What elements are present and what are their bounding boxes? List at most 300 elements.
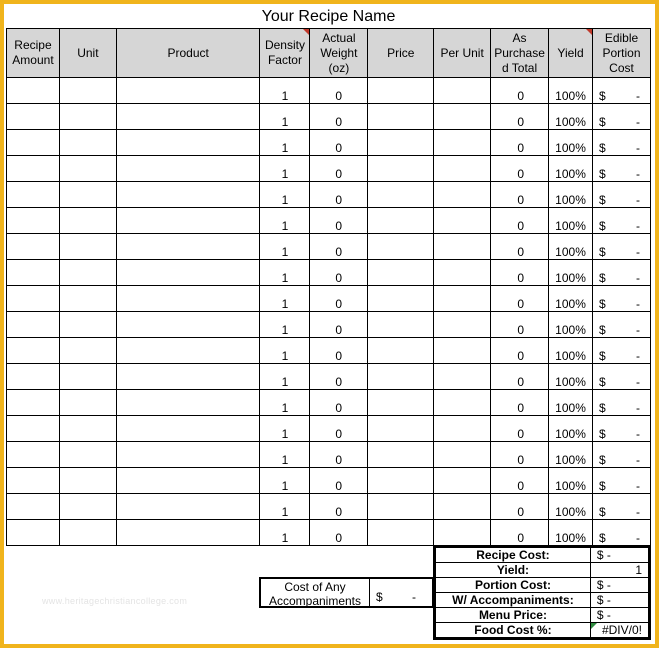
yield-label: Yield: <box>436 563 591 578</box>
with-accompaniments-text: $ - <box>596 593 611 607</box>
cost-amount: - <box>636 167 640 181</box>
cost-currency: $ <box>599 505 606 519</box>
cell-per-unit[interactable] <box>434 286 491 312</box>
cell-as-purchased-total[interactable]: 0 <box>491 78 549 104</box>
table-row <box>7 130 651 156</box>
cell-edible-portion-cost[interactable] <box>593 390 651 416</box>
cell-unit[interactable] <box>59 234 116 260</box>
cell-per-unit[interactable] <box>434 390 491 416</box>
cell-product[interactable] <box>116 208 260 234</box>
cell-density-factor[interactable]: 1 <box>260 390 310 416</box>
cost-amount: - <box>636 349 640 363</box>
cost-currency: $ <box>599 141 606 155</box>
cell-recipe-amount[interactable] <box>7 468 60 494</box>
cell-as-purchased-total[interactable]: 0 <box>491 390 549 416</box>
cell-yield[interactable]: 100% <box>549 156 593 182</box>
cell-density-factor[interactable]: 1 <box>260 104 310 130</box>
cost-amount: - <box>636 453 640 467</box>
cell-edible-portion-cost[interactable] <box>593 182 651 208</box>
cell-per-unit[interactable] <box>434 104 491 130</box>
cell-edible-portion-cost[interactable] <box>593 130 651 156</box>
cell-price[interactable] <box>368 442 434 468</box>
cell-edible-portion-cost[interactable] <box>593 442 651 468</box>
cell-density-factor[interactable]: 1 <box>260 156 310 182</box>
menu-price-label: Menu Price: <box>436 608 591 623</box>
cost-amount: - <box>636 115 640 129</box>
cell-yield[interactable]: 100% <box>549 130 593 156</box>
cell-per-unit[interactable] <box>434 156 491 182</box>
cost-value <box>593 167 650 181</box>
with-accompaniments-value[interactable] <box>590 593 648 608</box>
cell-edible-portion-cost[interactable] <box>593 312 651 338</box>
cell-price[interactable] <box>368 234 434 260</box>
cost-currency: $ <box>599 427 606 441</box>
cell-product[interactable] <box>116 130 260 156</box>
cell-price[interactable] <box>368 364 434 390</box>
cell-density-factor[interactable]: 1 <box>260 312 310 338</box>
menu-price-text: $ - <box>596 608 611 622</box>
cell-unit[interactable] <box>59 208 116 234</box>
cell-price[interactable] <box>368 338 434 364</box>
cell-actual-weight[interactable]: 0 <box>310 104 368 130</box>
table-row <box>7 312 651 338</box>
cell-density-factor[interactable]: 1 <box>260 286 310 312</box>
recipe-name-title[interactable]: Your Recipe Name <box>261 8 396 25</box>
cell-as-purchased-total[interactable]: 0 <box>491 260 549 286</box>
header-as-purchased-total[interactable]: As Purchase d Total <box>491 29 549 78</box>
cell-as-purchased-total[interactable]: 0 <box>491 156 549 182</box>
table-row <box>7 364 651 390</box>
cost-amount: - <box>636 323 640 337</box>
cost-amount: - <box>636 531 640 545</box>
cell-density-factor[interactable]: 1 <box>260 78 310 104</box>
cell-price[interactable] <box>368 390 434 416</box>
cell-product[interactable] <box>116 442 260 468</box>
cost-value <box>593 193 650 207</box>
cell-edible-portion-cost[interactable] <box>593 234 651 260</box>
cell-per-unit[interactable] <box>434 208 491 234</box>
cell-as-purchased-total[interactable]: 0 <box>491 130 549 156</box>
cell-price[interactable] <box>368 104 434 130</box>
cell-recipe-amount[interactable] <box>7 494 60 520</box>
cost-amount: - <box>636 375 640 389</box>
cell-density-factor[interactable]: 1 <box>260 260 310 286</box>
cell-actual-weight[interactable]: 0 <box>310 208 368 234</box>
cost-currency: $ <box>599 531 606 545</box>
spreadsheet <box>6 6 651 640</box>
cell-as-purchased-total[interactable]: 0 <box>491 286 549 312</box>
cell-as-purchased-total[interactable]: 0 <box>491 520 549 546</box>
cell-yield[interactable]: 100% <box>549 364 593 390</box>
cell-per-unit[interactable] <box>434 520 491 546</box>
summary-row-menu-price <box>436 608 649 623</box>
cell-unit[interactable] <box>59 286 116 312</box>
cell-density-factor[interactable]: 1 <box>260 130 310 156</box>
cell-price[interactable] <box>368 286 434 312</box>
cost-value <box>593 531 650 545</box>
accompaniments-currency: $ <box>376 590 383 604</box>
table-row <box>7 234 651 260</box>
yield-value[interactable]: 1 <box>590 563 648 578</box>
cost-value <box>593 89 650 103</box>
cost-currency: $ <box>599 115 606 129</box>
cell-unit[interactable] <box>59 390 116 416</box>
cell-yield[interactable]: 100% <box>549 494 593 520</box>
cell-unit[interactable] <box>59 364 116 390</box>
comment-indicator-icon[interactable] <box>586 29 592 35</box>
cell-unit[interactable] <box>59 182 116 208</box>
cost-amount: - <box>636 193 640 207</box>
cost-currency: $ <box>599 375 606 389</box>
cell-yield[interactable]: 100% <box>549 104 593 130</box>
cost-currency: $ <box>599 323 606 337</box>
recipe-table <box>6 28 651 546</box>
cell-product[interactable] <box>116 182 260 208</box>
cell-as-purchased-total[interactable]: 0 <box>491 182 549 208</box>
cost-value <box>593 479 650 493</box>
cell-actual-weight[interactable]: 0 <box>310 130 368 156</box>
food-cost-value[interactable] <box>590 623 648 638</box>
cost-value <box>593 453 650 467</box>
portion-cost-value[interactable] <box>590 578 648 593</box>
cell-edible-portion-cost[interactable] <box>593 468 651 494</box>
cost-amount: - <box>636 245 640 259</box>
cell-price[interactable] <box>368 260 434 286</box>
cell-product[interactable] <box>116 416 260 442</box>
header-product[interactable]: Product <box>116 29 260 78</box>
table-row <box>7 260 651 286</box>
cell-price[interactable] <box>368 208 434 234</box>
cell-density-factor[interactable]: 1 <box>260 442 310 468</box>
cell-unit[interactable] <box>59 520 116 546</box>
cell-per-unit[interactable] <box>434 338 491 364</box>
header-density-factor[interactable] <box>260 29 310 78</box>
cell-as-purchased-total[interactable]: 0 <box>491 416 549 442</box>
header-actual-weight[interactable]: Actual Weight (oz) <box>310 29 368 78</box>
cost-currency: $ <box>599 349 606 363</box>
cost-value <box>593 141 650 155</box>
cost-amount: - <box>636 271 640 285</box>
table-row <box>7 182 651 208</box>
summary-box <box>433 545 651 640</box>
cost-amount: - <box>636 219 640 233</box>
cost-currency: $ <box>599 479 606 493</box>
table-row <box>7 442 651 468</box>
summary-row-recipe-cost <box>436 548 649 563</box>
cell-as-purchased-total[interactable]: 0 <box>491 338 549 364</box>
cell-edible-portion-cost[interactable] <box>593 416 651 442</box>
cell-edible-portion-cost[interactable] <box>593 78 651 104</box>
cell-yield[interactable]: 100% <box>549 260 593 286</box>
header-yield-label: Yield <box>557 45 584 60</box>
table-row <box>7 338 651 364</box>
cell-per-unit[interactable] <box>434 260 491 286</box>
cell-density-factor[interactable]: 1 <box>260 364 310 390</box>
cell-product[interactable] <box>116 260 260 286</box>
comment-indicator-icon[interactable] <box>303 29 309 35</box>
cell-actual-weight[interactable]: 0 <box>310 442 368 468</box>
cell-price[interactable] <box>368 468 434 494</box>
cell-recipe-amount[interactable] <box>7 338 60 364</box>
cell-density-factor[interactable]: 1 <box>260 338 310 364</box>
cell-as-purchased-total[interactable]: 0 <box>491 234 549 260</box>
cell-density-factor[interactable]: 1 <box>260 494 310 520</box>
cost-amount: - <box>636 297 640 311</box>
cell-unit[interactable] <box>59 104 116 130</box>
accompaniments-label: Cost of Any Accompaniments <box>261 579 370 606</box>
cell-recipe-amount[interactable] <box>7 520 60 546</box>
cell-recipe-amount[interactable] <box>7 156 60 182</box>
recipe-cost-label: Recipe Cost: <box>436 548 591 563</box>
cell-edible-portion-cost[interactable] <box>593 156 651 182</box>
cost-currency: $ <box>599 297 606 311</box>
cost-value <box>593 245 650 259</box>
cell-per-unit[interactable] <box>434 468 491 494</box>
cell-as-purchased-total[interactable]: 0 <box>491 312 549 338</box>
cost-value <box>593 375 650 389</box>
cell-actual-weight[interactable]: 0 <box>310 312 368 338</box>
recipe-cost-value[interactable] <box>590 548 648 563</box>
cell-actual-weight[interactable]: 0 <box>310 494 368 520</box>
cell-yield[interactable]: 100% <box>549 234 593 260</box>
cell-product[interactable] <box>116 520 260 546</box>
cost-value <box>593 297 650 311</box>
cost-amount: - <box>636 427 640 441</box>
cost-amount: - <box>636 505 640 519</box>
cell-recipe-amount[interactable] <box>7 364 60 390</box>
table-row <box>7 78 651 104</box>
cell-edible-portion-cost[interactable] <box>593 208 651 234</box>
cell-yield[interactable]: 100% <box>549 416 593 442</box>
table-row <box>7 208 651 234</box>
cell-yield[interactable]: 100% <box>549 286 593 312</box>
cell-unit[interactable] <box>59 130 116 156</box>
cell-yield[interactable]: 100% <box>549 442 593 468</box>
cost-currency: $ <box>599 271 606 285</box>
cell-price[interactable] <box>368 312 434 338</box>
food-cost-label: Food Cost %: <box>436 623 591 638</box>
cell-product[interactable] <box>116 494 260 520</box>
cell-actual-weight[interactable]: 0 <box>310 234 368 260</box>
cell-edible-portion-cost[interactable] <box>593 260 651 286</box>
header-row <box>7 29 651 78</box>
cost-value <box>593 427 650 441</box>
cell-price[interactable] <box>368 130 434 156</box>
cell-per-unit[interactable] <box>434 182 491 208</box>
cell-unit[interactable] <box>59 442 116 468</box>
cell-as-purchased-total[interactable]: 0 <box>491 364 549 390</box>
cell-product[interactable] <box>116 338 260 364</box>
cell-price[interactable] <box>368 182 434 208</box>
table-row <box>7 104 651 130</box>
cost-amount: - <box>636 89 640 103</box>
cell-unit[interactable] <box>59 338 116 364</box>
cell-per-unit[interactable] <box>434 494 491 520</box>
cell-as-purchased-total[interactable]: 0 <box>491 208 549 234</box>
accompaniments-value-cell[interactable] <box>370 579 432 606</box>
cell-edible-portion-cost[interactable] <box>593 338 651 364</box>
cell-product[interactable] <box>116 156 260 182</box>
cell-recipe-amount[interactable] <box>7 260 60 286</box>
cell-actual-weight[interactable]: 0 <box>310 390 368 416</box>
cost-value <box>593 271 650 285</box>
cost-currency: $ <box>599 453 606 467</box>
cell-actual-weight[interactable]: 0 <box>310 520 368 546</box>
cell-recipe-amount[interactable] <box>7 78 60 104</box>
cell-per-unit[interactable] <box>434 130 491 156</box>
cost-value <box>593 323 650 337</box>
cell-product[interactable] <box>116 468 260 494</box>
cell-yield[interactable]: 100% <box>549 312 593 338</box>
cell-recipe-amount[interactable] <box>7 286 60 312</box>
cell-actual-weight[interactable]: 0 <box>310 260 368 286</box>
cell-product[interactable] <box>116 104 260 130</box>
cell-product[interactable] <box>116 234 260 260</box>
cell-yield[interactable]: 100% <box>549 338 593 364</box>
cell-density-factor[interactable]: 1 <box>260 416 310 442</box>
cell-per-unit[interactable] <box>434 442 491 468</box>
food-cost-text: #DIV/0! <box>601 623 642 637</box>
cell-actual-weight[interactable]: 0 <box>310 338 368 364</box>
cell-recipe-amount[interactable] <box>7 234 60 260</box>
cell-product[interactable] <box>116 364 260 390</box>
cell-density-factor[interactable]: 1 <box>260 182 310 208</box>
summary-row-food-cost <box>436 623 649 638</box>
cell-per-unit[interactable] <box>434 364 491 390</box>
cost-currency: $ <box>599 219 606 233</box>
cell-product[interactable] <box>116 390 260 416</box>
table-row <box>7 520 651 546</box>
table-row <box>7 468 651 494</box>
cell-density-factor[interactable]: 1 <box>260 520 310 546</box>
cell-unit[interactable] <box>59 416 116 442</box>
cell-yield[interactable]: 100% <box>549 78 593 104</box>
cell-recipe-amount[interactable] <box>7 442 60 468</box>
cell-per-unit[interactable] <box>434 312 491 338</box>
cell-actual-weight[interactable]: 0 <box>310 286 368 312</box>
table-row <box>7 416 651 442</box>
cell-yield[interactable]: 100% <box>549 390 593 416</box>
cell-unit[interactable] <box>59 494 116 520</box>
watermark: www.heritagechristiancollege.com <box>42 596 188 606</box>
cost-value <box>593 401 650 415</box>
table-row <box>7 494 651 520</box>
cell-recipe-amount[interactable] <box>7 312 60 338</box>
cell-recipe-amount[interactable] <box>7 182 60 208</box>
header-per-unit[interactable]: Per Unit <box>434 29 491 78</box>
cell-edible-portion-cost[interactable] <box>593 364 651 390</box>
cell-yield[interactable]: 100% <box>549 468 593 494</box>
header-density-label: Density Factor <box>264 38 305 67</box>
cell-yield[interactable]: 100% <box>549 520 593 546</box>
cell-yield[interactable]: 100% <box>549 208 593 234</box>
cell-price[interactable] <box>368 156 434 182</box>
summary-row-portion-cost <box>436 578 649 593</box>
cost-currency: $ <box>599 245 606 259</box>
cost-currency: $ <box>599 193 606 207</box>
cell-recipe-amount[interactable] <box>7 104 60 130</box>
cell-per-unit[interactable] <box>434 416 491 442</box>
cost-value <box>593 505 650 519</box>
cell-unit[interactable] <box>59 78 116 104</box>
cell-price[interactable] <box>368 416 434 442</box>
cell-recipe-amount[interactable] <box>7 416 60 442</box>
cost-value <box>593 349 650 363</box>
cell-per-unit[interactable] <box>434 78 491 104</box>
table-row <box>7 156 651 182</box>
cell-yield[interactable]: 100% <box>549 182 593 208</box>
cell-edible-portion-cost[interactable] <box>593 494 651 520</box>
cell-density-factor[interactable]: 1 <box>260 468 310 494</box>
cell-unit[interactable] <box>59 468 116 494</box>
cell-actual-weight[interactable]: 0 <box>310 364 368 390</box>
cell-recipe-amount[interactable] <box>7 208 60 234</box>
cost-currency: $ <box>599 89 606 103</box>
cell-unit[interactable] <box>59 312 116 338</box>
cell-actual-weight[interactable]: 0 <box>310 416 368 442</box>
error-indicator-icon <box>591 623 597 629</box>
table-row <box>7 286 651 312</box>
portion-cost-label: Portion Cost: <box>436 578 591 593</box>
cell-as-purchased-total[interactable]: 0 <box>491 104 549 130</box>
table-row <box>7 390 651 416</box>
cell-as-purchased-total[interactable]: 0 <box>491 468 549 494</box>
cell-price[interactable] <box>368 494 434 520</box>
menu-price-value[interactable] <box>590 608 648 623</box>
with-accompaniments-label: W/ Accompaniments: <box>436 593 591 608</box>
cost-value <box>593 115 650 129</box>
accompaniments-value: - <box>412 590 416 604</box>
cell-actual-weight[interactable]: 0 <box>310 78 368 104</box>
cell-recipe-amount[interactable] <box>7 130 60 156</box>
cell-edible-portion-cost[interactable] <box>593 286 651 312</box>
header-price[interactable]: Price <box>368 29 434 78</box>
summary-row-yield <box>436 563 649 578</box>
cost-currency: $ <box>599 401 606 415</box>
cost-amount: - <box>636 401 640 415</box>
cell-density-factor[interactable]: 1 <box>260 208 310 234</box>
cell-density-factor[interactable]: 1 <box>260 234 310 260</box>
recipe-cost-text: $ - <box>596 548 611 562</box>
cell-as-purchased-total[interactable]: 0 <box>491 442 549 468</box>
cell-product[interactable] <box>116 286 260 312</box>
cost-value <box>593 219 650 233</box>
cell-actual-weight[interactable]: 0 <box>310 468 368 494</box>
cell-product[interactable] <box>116 78 260 104</box>
cell-price[interactable] <box>368 520 434 546</box>
accompaniments-box <box>259 577 434 608</box>
cell-actual-weight[interactable]: 0 <box>310 182 368 208</box>
cost-currency: $ <box>599 167 606 181</box>
cell-product[interactable] <box>116 312 260 338</box>
cell-edible-portion-cost[interactable] <box>593 520 651 546</box>
header-yield[interactable] <box>549 29 593 78</box>
header-unit[interactable]: Unit <box>59 29 116 78</box>
cell-edible-portion-cost[interactable] <box>593 104 651 130</box>
cell-unit[interactable] <box>59 156 116 182</box>
cell-per-unit[interactable] <box>434 234 491 260</box>
header-edible-portion-cost[interactable]: Edible Portion Cost <box>593 29 651 78</box>
cost-amount: - <box>636 141 640 155</box>
header-recipe-amount[interactable]: Recipe Amount <box>7 29 60 78</box>
summary-row-accompaniments <box>436 593 649 608</box>
cell-price[interactable] <box>368 78 434 104</box>
cell-actual-weight[interactable]: 0 <box>310 156 368 182</box>
cell-unit[interactable] <box>59 260 116 286</box>
cell-as-purchased-total[interactable]: 0 <box>491 494 549 520</box>
cell-recipe-amount[interactable] <box>7 390 60 416</box>
cost-amount: - <box>636 479 640 493</box>
